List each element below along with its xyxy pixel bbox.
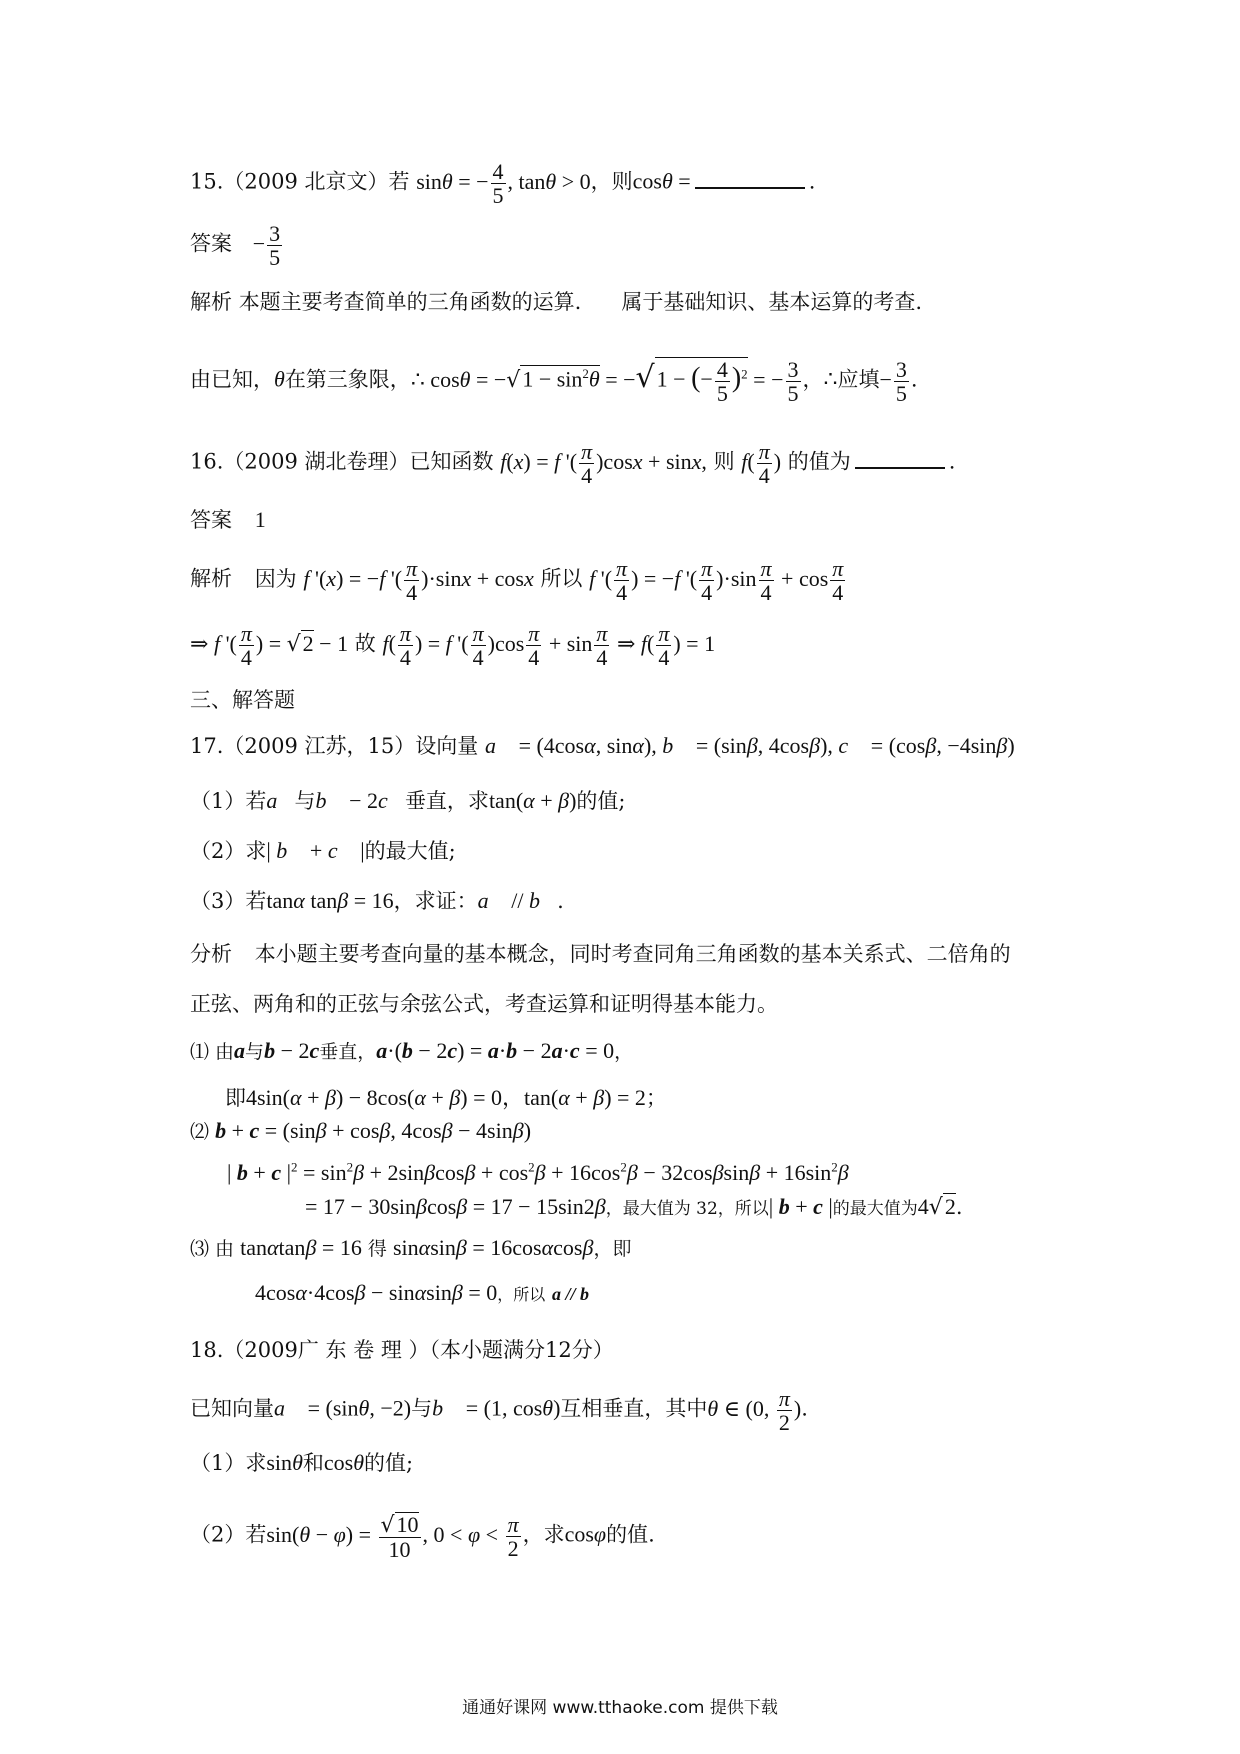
q15-analysis: 解析 本题主要考查简单的三角函数的运算. 属于基础知识、基本运算的考查. xyxy=(190,290,923,314)
q17-solution-2b: | b + c $|^2 = \sin^2\beta + 2\sin\beta\cos\beta + \cos^2\beta + 16\cos^2\beta - 32\cos\beta\sin\beta + 16\sin^2\beta$ xyxy=(227,1160,849,1186)
section-heading: 三、解答题 xyxy=(190,688,295,712)
q17-solution-1b: 即4sin(α + β) − 8cos(α + β) = 0，tan(α + β) = 2； xyxy=(225,1085,667,1110)
q17-solution-2c: = 17 − 30sinβcosβ = 17 − 15sin2β，最大值为 32，所以| b + c |的最大值为4√2. xyxy=(305,1194,963,1220)
q16-conclusion: ⇒ f '( $\frac{\pi}{4}$ ) = √2 − 1 故 f( $\frac{\pi}{4}$ ) = f '( $\frac{\pi}{4}$ )cos $\frac{\pi}{4}$ + sin $\frac{\pi}{4}$ ⇒ f( $\frac{\pi}{4}$ ) = 1 xyxy=(190,621,716,671)
q15-derivation: 由已知，θ在第三象限，∴ $\cos\theta = -√1 - \sin^2\theta = -√1$ − (− $\frac{4}{5}$ )$^2$ = − $\frac{3}{5}$ ，∴应填− $\frac{3}{5}$ . xyxy=(190,357,918,407)
answer-blank xyxy=(695,187,805,189)
q17-part1: （1）若a⃗与b⃗ − 2c⃗垂直，求tan(α + β)的值; xyxy=(190,788,626,813)
q17-solution-1: ⑴ 由a与b − 2c垂直，a·(b − 2c) = a·b − 2a·c = 0， xyxy=(190,1038,634,1063)
q17-part3: （3）若tanα tanβ = 16，求证：a⃗ // b⃗. xyxy=(190,888,564,913)
q18-part2: （2）若sin(θ − φ) = $\frac{√10}{10}$ , 0 < φ < $\frac{\pi}{2}$ ，求cosφ的值. xyxy=(190,1512,655,1563)
q17-solution-2: ⑵ b + c = (sinβ + cosβ, 4cosβ − 4sinβ) xyxy=(190,1118,532,1143)
q16-analysis: 解析 因为 f '(x) = −f '( $\frac{\pi}{4}$ )·sinx + cosx 所以 f '( $\frac{\pi}{4}$ ) = −f '( $\frac{\pi}{4}$ )·sin $\frac{\pi}{4}$ + cos $\frac{\pi}{4}$ xyxy=(190,556,844,606)
q17-question: 17.（2009 江苏，15）设向量 a⃗ = (4cosα, sinα), b⃗ = (sinβ, 4cosβ), c⃗ = (cosβ, −4sinβ) xyxy=(190,733,1015,758)
q18-part1: （1）求sinθ和cosθ的值; xyxy=(190,1450,414,1475)
q17-solution-3b: 4cosα·4cosβ − sinαsinβ = 0，所以 a // b xyxy=(255,1280,589,1305)
page-footer: 通通好课网 www.tthaoke.com 提供下载 xyxy=(462,1698,778,1718)
q16-question: 16.（2009 湖北卷理）已知函数 f(x) = f '( $\frac{\pi}{4}$ )cosx + sinx, 则 f( $\frac{\pi}{4}$ ) 的值为 . xyxy=(190,439,956,489)
q17-analysis-cont: 正弦、两角和的正弦与余弦公式，考查运算和证明得基本能力。 xyxy=(190,992,778,1016)
q15-question: 15.（2009 北京文）若 sinθ = − $\frac{4}{5}$ , tanθ > 0，则cosθ = . xyxy=(190,159,816,209)
q17-solution-3: ⑶ 由 tanαtanβ = 16 得 sinαsinβ = 16cosαcosβ，即 xyxy=(190,1235,632,1260)
q15-answer: 答案 − $\frac{3}{5}$ xyxy=(190,221,281,271)
q17-part2: （2）求| b⃗ + c⃗ |的最大值; xyxy=(190,838,456,863)
q16-answer: 答案 1 xyxy=(190,507,266,532)
answer-blank xyxy=(855,467,945,469)
q17-analysis: 分析 本小题主要考查向量的基本概念，同时考查同角三角函数的基本关系式、二倍角的 xyxy=(190,942,1011,966)
q18-intro: 已知向量a⃗ = (sinθ, −2)与b⃗ = (1, cosθ)互相垂直，其中θ ∈ (0, $\frac{\pi}{2}$ ). xyxy=(190,1386,808,1436)
q18-question: 18.（2009广 东 卷 理 ）（本小题满分12分） xyxy=(190,1338,614,1362)
